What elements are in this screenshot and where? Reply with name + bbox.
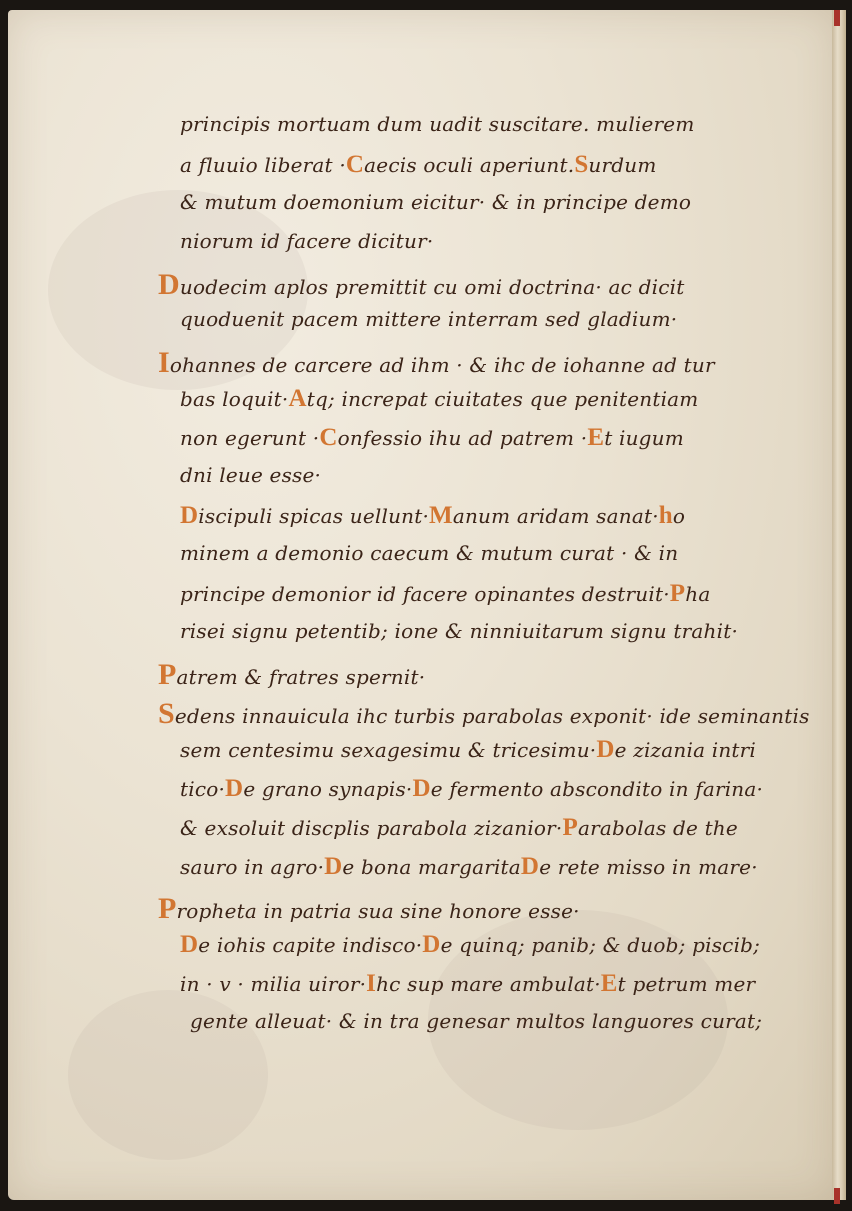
text-segment: a fluuio liberat · xyxy=(180,153,346,177)
rubricated-initial: E xyxy=(600,970,618,997)
text-segment: o xyxy=(672,504,686,528)
text-line xyxy=(150,229,790,268)
text-segment: arabolas de the xyxy=(577,816,738,840)
rubricated-initial: D xyxy=(422,931,441,958)
text-segment: gente alleuat· & in tra genesar multos languores curat; xyxy=(190,1009,763,1033)
manuscript-text xyxy=(150,112,810,1048)
text-segment: tico· xyxy=(180,777,226,801)
rubricated-initial: D xyxy=(225,775,244,802)
text-segment: sem centesimu sexagesimu & tricesimu· xyxy=(180,738,597,762)
red-tab xyxy=(834,1188,840,1204)
text-segment: e quinq; panib; & duob; piscib; xyxy=(440,933,761,957)
text-line xyxy=(150,424,790,463)
text-segment: e rete misso in mare· xyxy=(539,855,758,879)
text-segment: minem a demonio caecum & mutum curat · & in xyxy=(180,541,679,565)
text-line xyxy=(150,541,790,580)
text-segment: ropheta in patria sua sine honore esse· xyxy=(176,899,580,923)
text-segment: e grano synapis· xyxy=(243,777,413,801)
text-line xyxy=(150,112,790,151)
text-line xyxy=(150,736,790,775)
text-line xyxy=(150,619,790,658)
rubricated-initial: I xyxy=(366,970,377,997)
binding-gutter xyxy=(832,10,846,1200)
rubricated-initial: P xyxy=(669,580,686,607)
text-segment: iscipuli spicas uellunt· xyxy=(198,504,430,528)
rubricated-initial: E xyxy=(587,424,605,451)
text-line xyxy=(150,190,790,229)
rubricated-initial: S xyxy=(158,697,175,730)
text-line xyxy=(150,970,790,1009)
text-segment: tq; increpat ciuitates que penitentiam xyxy=(306,387,699,411)
text-segment: ha xyxy=(685,582,711,606)
text-segment: niorum id facere dicitur· xyxy=(180,229,434,253)
text-segment: anum aridam sanat· xyxy=(452,504,659,528)
rubricated-initial: D xyxy=(520,853,540,880)
text-line xyxy=(150,307,790,346)
text-line xyxy=(150,892,790,931)
text-segment: risei signu petentib; ione & ninniuitarum signu trahit· xyxy=(180,619,739,643)
rubricated-initial: M xyxy=(429,502,453,529)
text-segment: sauro in agro· xyxy=(180,855,325,879)
text-line xyxy=(150,853,790,892)
text-line xyxy=(150,1009,790,1048)
text-line xyxy=(150,697,810,736)
text-line xyxy=(150,346,790,385)
text-line xyxy=(150,931,790,970)
rubricated-initial: A xyxy=(288,385,307,412)
text-segment: principe demonior id facere opinantes destruit· xyxy=(180,582,670,606)
text-segment: aecis oculi aperiunt. xyxy=(364,153,575,177)
text-segment: onfessio ihu ad patrem · xyxy=(337,426,588,450)
rubricated-initial: C xyxy=(345,151,365,178)
text-segment: edens innauicula ihc turbis parabolas exponit· ide seminantis xyxy=(174,704,810,728)
rubricated-initial: D xyxy=(180,502,199,529)
text-line xyxy=(150,463,790,502)
rubricated-initial: D xyxy=(412,775,431,802)
text-segment: urdum xyxy=(588,153,657,177)
text-line xyxy=(150,268,790,307)
text-segment: principis mortuam dum uadit suscitare. mulierem xyxy=(180,112,695,136)
text-line xyxy=(150,502,790,541)
text-segment: e bona margarita xyxy=(342,855,521,879)
text-segment: e zizania intri xyxy=(614,738,757,762)
rubricated-initial: S xyxy=(574,151,589,178)
rubricated-initial: P xyxy=(158,892,177,925)
text-segment: quoduenit pacem mittere interram sed gladium· xyxy=(180,307,678,331)
text-segment: dni leue esse· xyxy=(180,463,322,487)
rubricated-initial: D xyxy=(158,268,180,301)
rubricated-initial: D xyxy=(180,931,199,958)
text-line xyxy=(150,385,790,424)
red-tab xyxy=(834,10,840,26)
text-segment: non egerunt · xyxy=(180,426,320,450)
text-segment: t iugum xyxy=(604,426,684,450)
text-segment: bas loquit· xyxy=(180,387,289,411)
text-segment: atrem & fratres spernit· xyxy=(176,665,426,689)
text-line xyxy=(150,580,790,619)
text-segment: t petrum mer xyxy=(617,972,756,996)
text-segment: e fermento abscondito in farina· xyxy=(430,777,764,801)
rubricated-initial: P xyxy=(562,814,578,841)
rubricated-initial: P xyxy=(158,658,177,691)
text-line xyxy=(150,814,790,853)
rubricated-initial: h xyxy=(658,502,673,529)
rubricated-initial: D xyxy=(324,853,343,880)
rubricated-initial: C xyxy=(319,424,338,451)
text-segment: ohannes de carcere ad ihm · & ihc de iohanne ad tur xyxy=(169,353,715,377)
text-segment: e iohis capite indisco· xyxy=(198,933,423,957)
text-segment: hc sup mare ambulat· xyxy=(376,972,601,996)
text-segment: uodecim aplos premittit cu omi doctrina· ac dicit xyxy=(179,275,685,299)
text-segment: in · v · milia uiror· xyxy=(180,972,367,996)
text-line xyxy=(150,151,790,190)
text-line xyxy=(150,775,790,814)
rubricated-initial: I xyxy=(158,346,170,379)
rubricated-initial: D xyxy=(596,736,615,763)
text-line xyxy=(150,658,790,697)
text-segment: & mutum doemonium eicitur· & in principe demo xyxy=(180,190,692,214)
text-segment: & exsoluit discplis parabola zizanior· xyxy=(180,816,563,840)
